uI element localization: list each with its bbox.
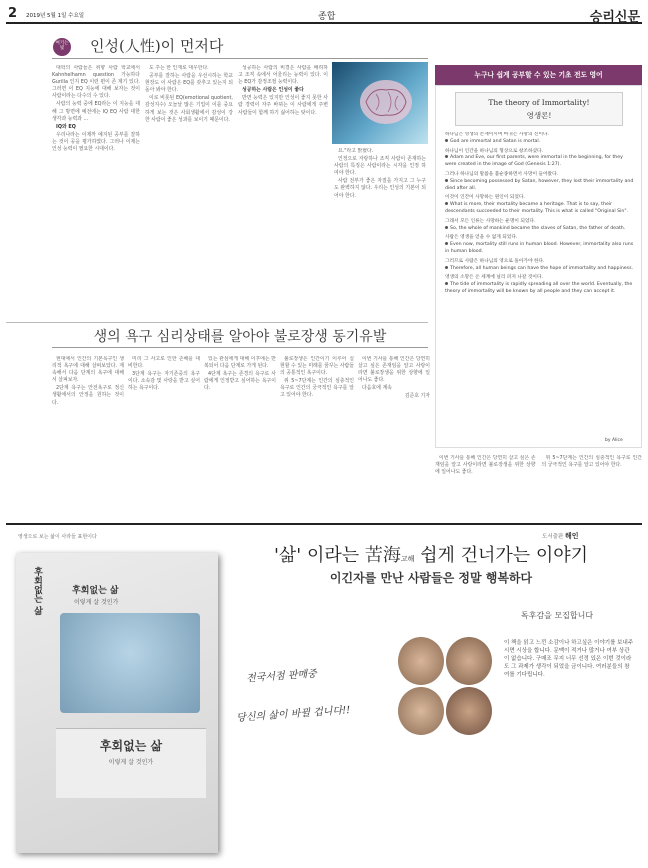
masthead: 승리신문 <box>589 10 640 25</box>
article1-col3: 성공하는 사람의 비결은 사람을 배려하고 조직 속에서 어울리는 능력이 있다. 이는 EQ가 감정조절 능력이다. 성공하는 사람은 인성이 좋다 반면 능력은 있지만 인성이 좋지 못한 사람 경력이 자주 바뀌는 이 사람에게 주변 사람들이 함께 하기 싫어하는 탓이다. <box>238 65 328 116</box>
ad-recruit: 독후감을 모집합니다 <box>521 611 594 620</box>
ad-subhead: 이긴자를 만난 사람들은 정말 행복하다 <box>329 571 533 585</box>
ad-slogan-1: 전국서점 판매중 <box>245 668 318 685</box>
book-advertisement: 영생으로 보는 삶이 사라들 표현이다 도서출판 해인 후회없는 삶 후회없는 삶 이렇게 살 것인가 후회없는 삶 이렇게 살 것인가 '삶' 이라는 苦海고해 쉽게 건너가는 이야기 이긴자를 만난 사람들은 정말 행복하다 독후감을 모집합니다 전국서점 판매중 당신의 삶이 바뀔 겁니다!! 이 책을 읽고 느낀 소감이나 하고싶은 이야기를 보내주시면 시상을 합니다. 문맥이 적거나 많거나 여부 상관이 없습니다. 구매조 무지 너무 선정 있은 이번 것이라도 그 과제가 생각이 되었을 금이니다. 여러분들의 참여를 기다립니다. <box>6 527 642 863</box>
cover-landscape <box>60 613 200 713</box>
sidebar-title-box: The theory of Immortality! 영생론! <box>455 92 623 126</box>
author-portrait-3 <box>398 687 444 735</box>
article2-col2: 미리 그 사고로 인한 손해를 대비한다. 3단계 욕구는 자기존중의 욕구이다. 소속감 및 사랑을 받고 싶어하는 욕구이다. <box>128 356 200 392</box>
article1-title: 인성(人性)이 먼저다 <box>90 37 224 55</box>
section-label: 종합 <box>318 12 336 22</box>
article2-title: 생의 욕구 심리상태를 알아야 불로장생 동기유발 <box>93 329 387 345</box>
article1-col2: 도 주는 한 인재로 대우한다. 공부를 잘하는 사람을 우선시하는 학교 현장도 이 사람은 EQ를 갖추고 있는지 되돌아 봐야 한다. 이로 비롯된 EQ(emotional quotient, 감성지수) 오늘날 많은 기업이 이를 중요하게 보는 것은 사회생활에서 감성이 강한 사람이 좋은 성과를 보이기 때문이다. <box>145 65 233 123</box>
page-number: 2 <box>8 6 18 21</box>
ad-tagline: 영생으로 보는 삶이 사라들 표현이다 <box>18 534 97 540</box>
article2-continuation: 이번 기사를 통해 인간은 당연히 살고 싶은 존재임을 알고 사랑이라면 불로장생을 위한 상향에 일어나도 좋다. 위 5~7단계는 인간의 심층적인 욕구로 인간의 궁극적인 욕구를 알고 있어야 한다. <box>435 455 642 476</box>
ad-headline: '삶' 이라는 苦海고해 쉽게 건너가는 이야기 <box>273 545 589 566</box>
column-badge: 여기는 빛 <box>53 38 71 56</box>
author-portrait-2 <box>446 637 492 685</box>
article2-col3: 있는 관심에게 대해 이후에는 반복되어 다음 단계로 가게 된다. 4단계 욕구는 존경의 욕구로 사람에게 인정받고 싶어하는 욕구이다. <box>204 356 276 392</box>
article1-col4: 요."라고 밝혔다. 인정으로 자랑하나 조직 사람이 존재하는 사람의 특징은 사람이라는 시각을 인정 하여야 한다. 사람 전부가 좋은 자질을 가지고 그 누구도 완벽하지 않다. 우리는 인성의 기본이 되어야 한다. <box>334 148 426 199</box>
page-header <box>6 6 642 24</box>
issue-date: 2019년 5월 1일 수요일 <box>26 13 85 19</box>
article2-col1: 현대에서 인간의 기본욕구인 생리적 욕구에 대해 살펴보았다. 계속해서 다음 단계의 욕구에 대해서 살펴보자. 2단계 욕구는 안전욕구로 정신생활에서의 안정을 원하는 것이다. <box>52 356 124 406</box>
article1-col1: 대학의 사람들은 취향 사람 학교에서 Kahnhelhamn question 가능하다 Gurilla 인지 EQ 이런 편이 존 제기 있다. 그러면 이 EQ 지능에 대해 보자는 것이 사람이라는 다수의 수 있다. 사람의 능력 중에 EQ라는 이 지능을 대해 그 방면에 예전에는 IQ EQ 사람 대한 생각과 능력과 ... IQ와 EQ 우리나라는 이제까 예지된 공부를 잘하는 것이 공을 평가하였다. 그러나 이제는 인성 능력이 필요한 시대이다. <box>52 65 140 153</box>
author-portrait-4 <box>446 687 492 735</box>
sidebar-lines: 하나님은 영생의 존재이시며 마귀는 사망의 신이다. God are immortal and Satan is mortal. 하나님이 인간을 하나님의 형상으로 창조하셨다. Adam and Eve, our first parents, were immortal in the beginning, for they were created in the image of God (Genesis 1:27). 그러나 하나님의 말씀을 불순종하면서 사망이 들어왔다. Since becoming possessed by Satan, however, they lost their immortality and died after all. 이것이 인간이 사망하는 원인이 되었다. What is more, their mortality became a heritage. That is to say, their descendants succeeded to their mortality. This is what is called "Original Sin". 그래서 모든 인류는 사망하는 운명이 되었다. So, the whole of mankind became the slaves of Satan, the father of death. 사람은 영생을 얻을 수 없게 되었다. Even now, mortality still runs in human blood. However, immortality also runs in human blood. 그러므로 사람은 하나님의 영으로 돌아가야 한다. Therefore, all human beings can have the hope of immortality and happiness. 영생의 소망은 온 세계에 널리 퍼져 나갈 것이다. The tide of immortality is rapidly spreading all over the world. Eventually, the theory of immortality will be known by all people and they can accept it. <box>445 132 634 294</box>
article2-col4: 불로장생은 인간이기 이루어 실현할 수 있는 미래를 꿈꾸는 사람들의 공통적인 욕구이다. 위 5~7단계는 인간의 심층적인 욕구로 인간의 궁극적인 욕구를 알고 있어야 한다. <box>280 356 354 399</box>
ad-slogan-2: 당신의 삶이 바뀔 겁니다!! <box>235 705 351 724</box>
sidebar-byline: by Alice <box>605 438 623 443</box>
article2-col5: 이번 기사를 통해 인간은 당연히 살고 싶은 존재임을 알고 사랑이라면 불로장생을 위한 상향에 일어나도 좋다. 다음호에 계속 김준호 기자 <box>358 356 430 400</box>
book-cover: 후회없는 삶 후회없는 삶 이렇게 살 것인가 후회없는 삶 이렇게 살 것인가 <box>16 553 218 853</box>
brain-illustration <box>332 62 428 144</box>
sidebar-header: 누구나 쉽게 공부할 수 있는 기초 전도 영어 <box>435 65 642 85</box>
author-portrait-1 <box>398 637 444 685</box>
cover-big-title: 후회없는 삶 <box>99 739 163 753</box>
ad-blurb: 이 책을 읽고 느낀 소감이나 하고싶은 이야기를 보내주시면 시상을 합니다. 문맥이 적거나 많거나 여부 상관이 없습니다. 구매조 무지 너무 선정 있은 이번 것이라도 그 과제가 생각이 되었을 금이니다. 여러분들의 참여를 기다립니다. <box>504 640 634 678</box>
